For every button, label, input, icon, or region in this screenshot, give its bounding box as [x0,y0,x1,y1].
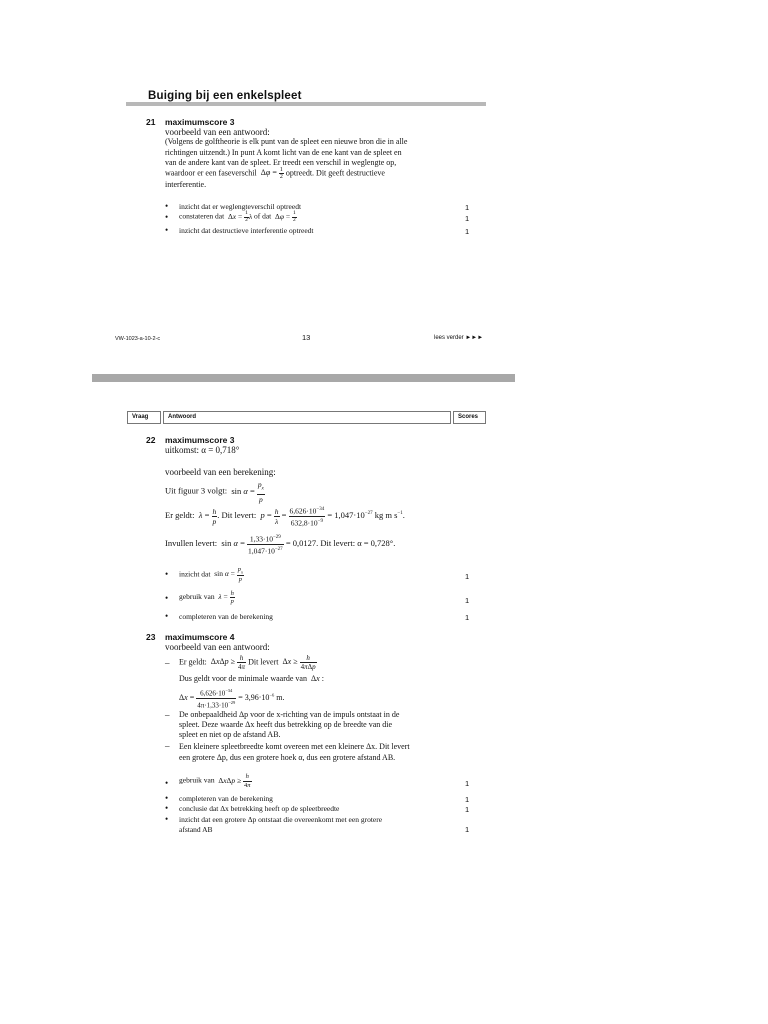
criterion-points: 1 [465,227,470,236]
title-rule [126,102,486,106]
criterion-text: completeren van de berekening [179,794,273,803]
question-21-body [165,137,407,169]
den: 632,8·10 [290,518,318,527]
question-22-line1 [165,480,265,504]
page-number: 13 [302,333,311,342]
criterion-text: inzicht dat er weglengteverschil optreedt [179,202,302,211]
bullet-icon: • [165,593,169,603]
question-22-score: maximumscore 3 [165,435,235,445]
criterion-text [179,815,382,835]
question-23-lead: voorbeeld van een antwoord: [165,642,270,652]
dash1-line2 [179,674,324,683]
result: = 3,96·10 [238,693,270,703]
formula: Δx = $\frac{1}{2}$ λ [226,210,253,223]
table-header-vraag: Vraag [127,411,161,424]
criterion-points: 1 [465,214,470,223]
formula: Δx : [308,674,324,683]
criterion-text: completeren van de berekening [179,612,273,621]
question-21-line5: interferentie. [165,180,207,189]
criterion-text [179,566,244,583]
dash-icon: – [165,741,170,751]
criterion-points: 1 [465,596,470,605]
formula: Δφ = $\frac{1}{2}$ [273,210,296,223]
dash3-text [179,741,410,763]
question-number-22: 22 [146,435,156,445]
criterion-text [179,211,297,223]
dash1-calc [179,687,284,710]
body-line: van de andere kant van de spleet. Er treedt een verschil in weglengte op, [165,158,397,167]
question-21-lead: voorbeeld van een antwoord: [165,127,270,137]
formula: sin α = $\frac{p_x}{p}$ [212,566,244,584]
text: of dat [253,211,272,221]
text: α = 0,728°. [357,537,396,548]
question-23-score: maximumscore 4 [165,632,235,642]
formula: Δx ≥ $\frac{h}{\text{4πΔp}}$ [280,654,316,671]
dash1-line1 [179,654,317,671]
text: gebruik van [179,775,215,785]
unit: m. [276,693,285,703]
text: Uit figuur 3 volgt: [165,485,228,496]
table-header-antwoord: Antwoord [163,411,451,424]
unit: kg m s [374,509,398,520]
line: inzicht dat een grotere Δp ontstaat die overeenkomt met een grotere [179,815,383,824]
bullet-icon: • [165,611,169,621]
text: Invullen levert: [165,537,218,548]
line: spleet. Deze waarde Δx heeft dus betrekking op de breedte van die [179,720,393,729]
footer-next: lees verder ►►► [434,335,484,341]
dash2-text [179,710,399,740]
question-number-21: 21 [146,117,156,127]
num: 1,33·10 [249,534,273,544]
text: gebruik van [179,592,215,602]
criterion-text: inzicht dat destructieve interferentie optreedt [179,226,314,235]
text: = 0,0127. Dit levert: [285,537,356,548]
bullet-icon: • [165,201,169,211]
question-22-line3 [165,533,395,555]
question-22-line2: Er geldt: λ = $\frac{h}{p}$ . Dit levert: p = $\frac{h}{\lambda}$ = $\frac{6,626\cdot 10^{-34}}{632,8\cdot 10^{-9}}$ = $1,047\cdot 10^{-27}$ kg m $s^{-1}$. [165,506,405,527]
text: Dit levert [248,657,279,667]
page-title: Buiging bij een enkelspleet [148,90,302,102]
den: 4π·1,33·10 [197,701,229,710]
criterion-text [179,773,252,789]
question-21-score: maximumscore 3 [165,117,235,127]
dash-icon: – [165,710,170,720]
phase-difference-formula: Δφ = $\frac{1}{2}$ [258,167,283,180]
question-21-line4 [165,167,385,180]
text: . Dit levert: [217,509,257,520]
formula-p: p = $\frac{h}{\lambda}$ = $\frac{6,626\cdot 10^{-34}}{632,8\cdot 10^{-9}}$ [260,506,325,527]
label: uitkomst: [165,445,200,455]
footer-code: VW-1023-a-10-2-c [115,336,161,342]
den: 1,047·10 [247,546,275,555]
criterion-points: 1 [465,203,470,212]
criterion-points: 1 [465,795,470,804]
text: constateren dat [179,211,225,221]
page-separator [92,374,515,382]
criterion-points: 1 [465,779,470,788]
bullet-icon: • [165,778,169,788]
table-header-scores: Scores [453,411,486,424]
dash-icon: – [165,658,170,668]
bullet-icon: • [165,803,169,813]
line: Een kleinere spleetbreedte komt overeen met een kleinere Δx. Dit levert [179,742,410,751]
criterion-text: conclusie dat Δx betrekking heeft op de spleetbreedte [179,804,340,813]
criterion-points: 1 [465,572,470,581]
num: 6,626·10 [289,506,317,516]
line: een grotere Δp, dus een grotere hoek α, dus een grotere afstand AB. [179,753,396,762]
text: waardoor er een faseverschil [165,168,257,178]
line: afstand AB [179,825,213,834]
result: = 1,047·10 [327,509,365,520]
bullet-icon: • [165,793,169,803]
num: 6,626·10 [200,689,226,698]
exp: −29 [228,699,236,705]
formula-lambda: λ = $\frac{h}{p}$ [198,506,217,526]
text: inzicht dat [179,569,211,579]
text: Dus geldt voor de minimale waarde van [179,674,307,683]
text: Er geldt: [179,657,207,667]
formula: Δx = $\frac{6,626\cdot 10^{-34}}{4\pi\cdot 1,33\cdot 10^{-29}}$ [179,688,236,710]
bullet-icon: • [165,569,169,579]
exp: −29 [272,535,281,540]
question-22-uitkomst [165,445,239,456]
exp: −27 [364,511,373,517]
criterion-points: 1 [465,805,470,814]
exp: −34 [225,688,233,693]
question-22-lead: voorbeeld van een berekening: [165,467,276,477]
exp: −34 [316,507,325,512]
exp: −9 [317,518,323,524]
line: De onbepaaldheid Δp voor de x-richting van de impuls ontstaat in de [179,710,400,719]
body-line: (Volgens de golftheorie is elk punt van de spleet een nieuwe bron die in alle [165,137,408,146]
exp: −6 [269,692,275,698]
value: α = 0,718° [201,445,240,455]
bullet-icon: • [165,814,169,824]
bullet-icon: • [165,212,169,222]
text: Er geldt: [165,509,195,520]
criterion-points: 1 [465,825,470,834]
text: optreedt. Dit geeft destructieve [285,168,385,178]
exp: −1 [397,511,403,517]
formula: ΔxΔp ≥ $\frac{h}{4\pi}$ [216,773,251,789]
question-number-23: 23 [146,632,156,642]
criterion-text [179,590,235,605]
exp: −27 [274,546,283,552]
formula: sin α = $\frac{1,33\cdot 10^{-29}}{1,047\cdot 10^{-27}}$ [219,534,283,555]
criterion-points: 1 [465,613,470,622]
line: spleet en niet op de afstand AB. [179,730,281,739]
formula-sin: sin α = $\frac{p_x}{p}$ [229,480,264,504]
body-line: richtingen uitzendt.) In punt A komt licht van de ene kant van de spleet en [165,147,402,157]
formula: ΔxΔp ≥ $\frac{h}{4\pi}$ [208,654,246,671]
bullet-icon: • [165,225,169,235]
formula: λ = $\frac{h}{p}$ [218,590,234,605]
